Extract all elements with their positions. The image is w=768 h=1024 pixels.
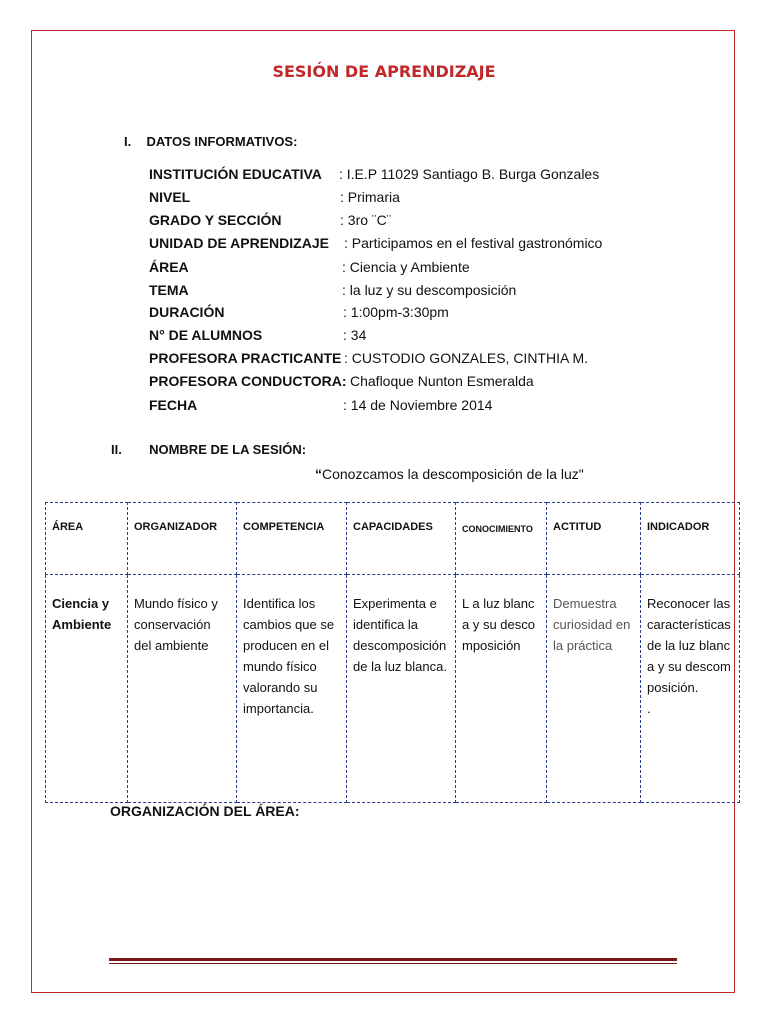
session-name [315,466,584,482]
cell-competencia: Identifica los cambios que se producen en el mundo físico valorando su importancia. [237,575,347,803]
info-label: UNIDAD DE APRENDIZAJE [149,235,329,251]
info-value: : la luz y su descomposición [342,282,517,298]
cell-capacidades: Experimenta e identifica la descomposición de la luz blanca. [347,575,456,803]
header-conocimiento: CONOCIMIENTO [456,503,547,575]
info-value: : Primaria [340,189,400,205]
table-header-row [46,503,740,575]
info-label: FECHA [149,397,198,413]
section-1-title: DATOS INFORMATIVOS: [146,134,298,149]
cell-organizador: Mundo físico y conservación del ambiente [128,575,237,803]
cell-conocimiento: L a luz blanca y su descomposición [456,575,547,803]
cell-indicador: Reconocer las características de la luz blanca y su descomposición. . [641,575,740,803]
section-2-number: II. [111,442,122,457]
info-label: DURACIÓN [149,304,225,320]
section-2-title: NOMBRE DE LA SESIÓN: [149,442,307,457]
section-2-heading [111,442,306,457]
info-label: TEMA [149,282,189,298]
info-value: : 3ro ¨C¨ [340,212,392,228]
info-value: : Ciencia y Ambiente [342,259,470,275]
session-name-open-quote: “ [315,466,322,482]
footer-rule-thin [109,963,677,964]
header-competencia: COMPETENCIA [237,503,347,575]
info-value: Chafloque Nunton Esmeralda [350,373,534,389]
section-1-number: I. [124,134,132,149]
cell-area: Ciencia y Ambiente [46,575,128,803]
section-1-heading [124,134,297,149]
header-area: ÁREA [46,503,128,575]
header-indicador: INDICADOR [641,503,740,575]
info-label: ÁREA [149,259,189,275]
table-row [46,575,740,803]
info-value: : CUSTODIO GONZALES, CINTHIA M. [344,350,588,366]
header-capacidades: CAPACIDADES [347,503,456,575]
info-value: : 1:00pm-3:30pm [343,304,449,320]
organizacion-area-heading: ORGANIZACIÓN DEL ÁREA: [110,803,300,819]
info-value: : 34 [343,327,367,343]
session-table [45,502,740,803]
info-label: NIVEL [149,189,191,205]
info-value: : 14 de Noviembre 2014 [343,397,493,413]
info-value: : Participamos en el festival gastronómico [344,235,603,251]
document-title: SESIÓN DE APRENDIZAJE [272,62,496,81]
info-label: GRADO Y SECCIÓN [149,212,282,228]
header-actitud: ACTITUD [547,503,641,575]
header-organizador: ORGANIZADOR [128,503,237,575]
info-label: PROFESORA PRACTICANTE [149,350,342,366]
cell-actitud: Demuestra curiosidad en la práctica [547,575,641,803]
info-label: INSTITUCIÓN EDUCATIVA [149,166,322,182]
info-label: N° DE ALUMNOS [149,327,263,343]
session-name-text: Conozcamos la descomposición de la luz" [322,466,584,482]
info-label: PROFESORA CONDUCTORA: [149,373,347,389]
info-value: : I.E.P 11029 Santiago B. Burga Gonzales [339,166,600,182]
footer-rule-thick [109,958,677,961]
